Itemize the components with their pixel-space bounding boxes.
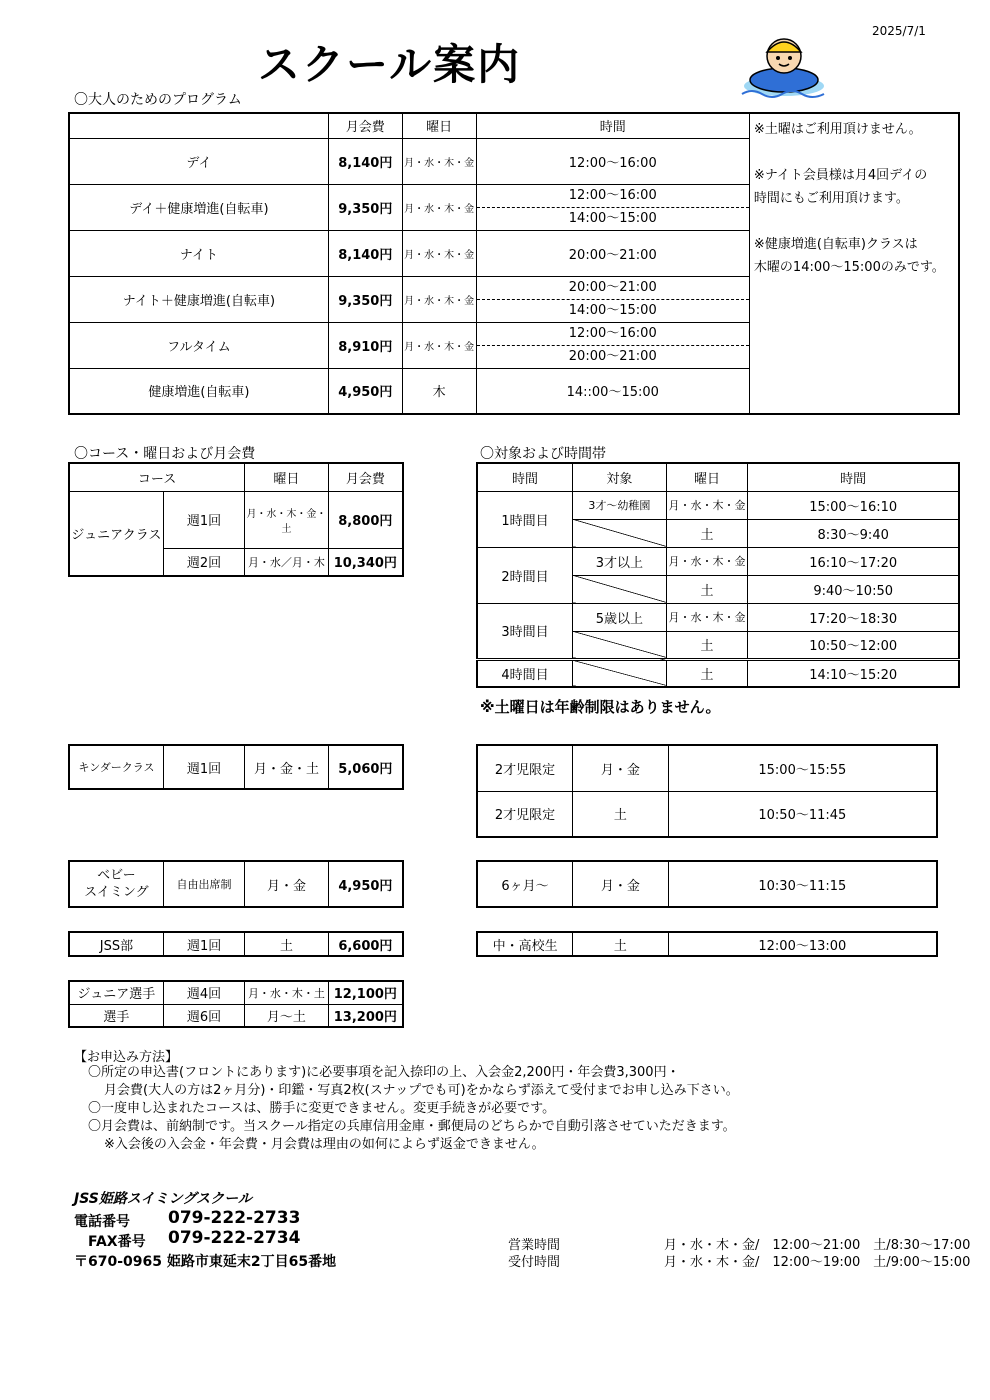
program-name: デイ＋健康増進(自転車)	[69, 184, 328, 230]
header-time: 時間	[476, 113, 749, 138]
program-days: 木	[402, 368, 476, 414]
hours-label: 営業時間	[508, 1238, 561, 1253]
course-fee: 8,800円	[328, 491, 403, 548]
target-age: 5歳以上	[573, 603, 667, 631]
baby-days: 月・金	[573, 861, 669, 907]
saturday-note: ※土曜日は年齢制限はありません。	[480, 698, 721, 716]
jss-days: 土	[573, 932, 669, 956]
baby-name: ベビー スイミング	[69, 861, 163, 907]
baby-table	[68, 860, 404, 908]
header-blank	[69, 113, 328, 138]
header-target: 対象	[573, 463, 667, 491]
diagonal-cell	[573, 575, 667, 603]
jss-right-table	[476, 931, 938, 957]
program-name: 健康増進(自転車)	[69, 368, 328, 414]
program-days: 月・水・木・金	[402, 322, 476, 368]
target-days: 月・水・木・金	[666, 491, 748, 519]
adult-program-table	[68, 112, 960, 415]
apply-line: 月会費(大人の方は2ヶ月分)・印鑑・写真2枚(スナップでも可)をかならず添えて受付までお申し込み下さい。	[104, 1083, 739, 1098]
program-fee: 8,910円	[328, 322, 402, 368]
baby-time: 10:30～11:15	[668, 861, 937, 907]
period-label: 1時間目	[477, 491, 573, 547]
apply-line: 〇一度申し込まれたコースは、勝手に変更できません。変更手続きが必要です。	[88, 1101, 556, 1116]
jss-fee: 6,600円	[328, 932, 403, 956]
jss-freq: 週1回	[163, 932, 244, 956]
target-days: 月・水・木・金	[666, 603, 748, 631]
note-line: 木曜の14:00～15:00のみです。	[753, 260, 945, 275]
senshu-fee: 13,200円	[328, 1004, 403, 1027]
diagonal-cell	[573, 631, 667, 659]
tel-number: 079-222-2733	[168, 1208, 301, 1228]
program-fee: 9,350円	[328, 276, 402, 322]
program-name: ナイト＋健康増進(自転車)	[69, 276, 328, 322]
jss-days: 土	[245, 932, 328, 956]
note-line: ※土曜はご利用頂けません。	[753, 122, 922, 137]
course-freq: 週2回	[163, 548, 244, 576]
junior-class-name: ジュニアクラス	[69, 491, 163, 576]
header-days: 曜日	[245, 463, 328, 491]
kinder-table	[68, 744, 404, 790]
senshu-freq: 週6回	[163, 1004, 244, 1027]
jss-target: 中・高校生	[477, 932, 573, 956]
target-time: 10:50～12:00	[748, 631, 959, 659]
course-fee: 10,340円	[328, 548, 403, 576]
program-time: 12:00～16:00 14:00～15:00	[476, 184, 749, 230]
header-fee: 月会費	[328, 463, 403, 491]
kinder-fee: 5,060円	[328, 745, 403, 789]
target-time: 17:20～18:30	[748, 603, 959, 631]
target-days: 土	[666, 659, 748, 687]
target-days: 土	[666, 575, 748, 603]
course-table	[68, 462, 404, 577]
kinder-freq: 週1回	[163, 745, 244, 789]
senshu-days: 月・水・木・土	[245, 981, 328, 1004]
header-days: 曜日	[666, 463, 748, 491]
diagonal-cell	[573, 519, 667, 547]
period-label: 2時間目	[477, 547, 573, 603]
program-days: 月・水・木・金	[402, 276, 476, 322]
header-period: 時間	[477, 463, 573, 491]
program-name: デイ	[69, 138, 328, 184]
header-course: コース	[69, 463, 245, 491]
target-days: 土	[666, 519, 748, 547]
hours-value: 月・水・木・金/ 12:00～21:00 土/8:30～17:00	[664, 1238, 971, 1253]
target-time: 8:30～9:40	[748, 519, 959, 547]
apply-line: 〇月会費は、前納制です。当スクール指定の兵庫信用金庫・郵便局のどちらかで自動引落させていただきます。	[88, 1119, 736, 1134]
toddler-table	[476, 744, 938, 838]
jss-name: JSS部	[69, 932, 163, 956]
baby-age: 6ヶ月～	[477, 861, 573, 907]
target-time: 9:40～10:50	[748, 575, 959, 603]
reception-value: 月・水・木・金/ 12:00～19:00 土/9:00～15:00	[664, 1255, 971, 1270]
note-line: 時間にもご利用頂けます。	[753, 191, 909, 206]
toddler-days: 土	[573, 791, 669, 837]
apply-text	[88, 1064, 739, 1154]
toddler-days: 月・金	[573, 745, 669, 791]
program-time: 20:00～21:00 14:00～15:00	[476, 276, 749, 322]
diagonal-cell	[573, 659, 667, 687]
baby-freq: 自由出席制	[163, 861, 244, 907]
course-days: 月・水・木・金・土	[245, 491, 328, 548]
program-days: 月・水・木・金	[402, 230, 476, 276]
header-time: 時間	[748, 463, 959, 491]
program-time: 14::00～15:00	[476, 368, 749, 414]
target-time: 15:00～16:10	[748, 491, 959, 519]
target-days: 土	[666, 631, 748, 659]
course-heading: 〇コース・曜日および月会費	[74, 446, 256, 462]
fax-number: 079-222-2734	[168, 1228, 301, 1248]
apply-line: 〇所定の申込書(フロントにあります)に必要事項を記入捺印の上、入会金2,200円・年会費3,300円・	[88, 1065, 680, 1080]
senshu-freq: 週4回	[163, 981, 244, 1004]
address: 〒670-0965 姫路市東延末2丁目65番地	[74, 1254, 337, 1270]
target-table	[476, 462, 960, 688]
swimmer-mascot-icon	[738, 30, 830, 102]
toddler-name: 2才児限定	[477, 745, 573, 791]
reception-label: 受付時間	[508, 1255, 561, 1270]
adult-heading: 〇大人のためのプログラム	[74, 92, 242, 108]
course-freq: 週1回	[163, 491, 244, 548]
toddler-time: 15:00～15:55	[668, 745, 937, 791]
senshu-name: ジュニア選手	[69, 981, 163, 1004]
apply-heading: 【お申込み方法】	[74, 1050, 179, 1065]
tel-label: 電話番号	[74, 1214, 130, 1230]
course-days: 月・水／月・木	[245, 548, 328, 576]
kinder-days: 月・金・土	[245, 745, 329, 789]
period-label: 3時間目	[477, 603, 573, 659]
program-fee: 8,140円	[328, 138, 402, 184]
target-age: 3才以上	[573, 547, 667, 575]
school-name: JSS姫路スイミングスクール	[74, 1191, 252, 1207]
program-days: 月・水・木・金	[402, 138, 476, 184]
senshu-name: 選手	[69, 1004, 163, 1027]
note-line: ※ナイト会員様は月4回デイの	[753, 168, 928, 183]
target-heading: 〇対象および時間帯	[480, 446, 606, 462]
senshu-fee: 12,100円	[328, 981, 403, 1004]
program-fee: 9,350円	[328, 184, 402, 230]
program-time: 12:00～16:00	[476, 138, 749, 184]
program-time: 20:00～21:00	[476, 230, 749, 276]
jss-table	[68, 931, 404, 957]
baby-fee: 4,950円	[328, 861, 403, 907]
apply-line: ※入会後の入会金・年会費・月会費は理由の如何によらず返金できません。	[104, 1137, 545, 1152]
adult-notes	[749, 113, 959, 414]
kinder-name: キンダークラス	[69, 745, 163, 789]
target-days: 月・水・木・金	[666, 547, 748, 575]
issue-date: 2025/7/1	[872, 24, 926, 38]
note-line: ※健康増進(自転車)クラスは	[753, 237, 918, 252]
senshu-table	[68, 980, 404, 1028]
program-fee: 8,140円	[328, 230, 402, 276]
baby-days: 月・金	[245, 861, 329, 907]
program-name: フルタイム	[69, 322, 328, 368]
target-time: 14:10～15:20	[748, 659, 959, 687]
toddler-time: 10:50～11:45	[668, 791, 937, 837]
period-label: 4時間目	[477, 659, 573, 687]
header-days: 曜日	[402, 113, 476, 138]
program-time: 12:00～16:00 20:00～21:00	[476, 322, 749, 368]
jss-time: 12:00～13:00	[668, 932, 937, 956]
target-time: 16:10～17:20	[748, 547, 959, 575]
fax-label: FAX番号	[88, 1234, 146, 1250]
header-fee: 月会費	[328, 113, 402, 138]
toddler-name: 2才児限定	[477, 791, 573, 837]
baby-right-table	[476, 860, 938, 908]
program-days: 月・水・木・金	[402, 184, 476, 230]
program-fee: 4,950円	[328, 368, 402, 414]
senshu-days: 月～土	[245, 1004, 328, 1027]
page-title: スクール案内	[258, 40, 522, 89]
target-age: 3才～幼稚園	[573, 491, 667, 519]
program-name: ナイト	[69, 230, 328, 276]
